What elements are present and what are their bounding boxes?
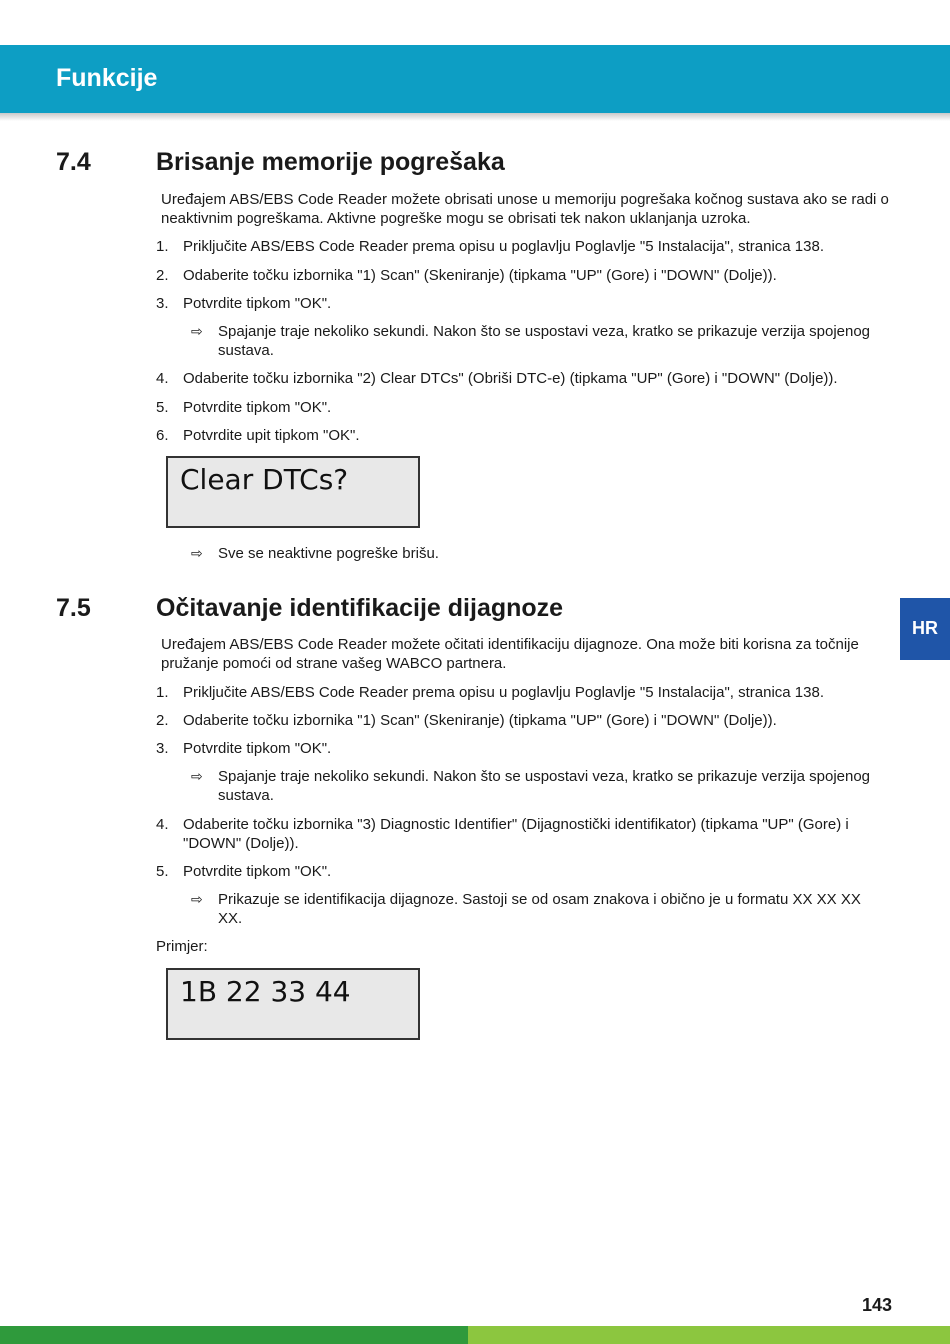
- section-number: 7.4: [56, 148, 91, 176]
- step-number: 6.: [156, 427, 169, 444]
- arrow-right-outline-icon: ⇨: [191, 891, 203, 907]
- display-text: Clear DTCs?: [180, 463, 349, 496]
- step-number: 4.: [156, 816, 169, 833]
- result-text: Prikazuje se identifikacija dijagnoze. Sastoji se od osam znakova i obično je u formatu XX XX XX XX.: [218, 891, 861, 927]
- arrow-right-outline-icon: ⇨: [191, 768, 203, 784]
- step-number: 4.: [156, 370, 169, 387]
- header-shadow: [0, 113, 950, 121]
- arrow-right-outline-icon: ⇨: [191, 545, 203, 561]
- step-text: Potvrdite tipkom "OK".: [183, 740, 332, 757]
- step-text: Potvrdite tipkom "OK".: [183, 399, 332, 416]
- chapter-title: Funkcije: [56, 64, 158, 92]
- section-title: Brisanje memorije pogrešaka: [156, 148, 505, 176]
- step-text: Odaberite točku izbornika "1) Scan" (Skeniranje) (tipkama "UP" (Gore) i "DOWN" (Dolje)).: [183, 267, 777, 284]
- section-title: Očitavanje identifikacije dijagnoze: [156, 594, 564, 622]
- step-text: Priključite ABS/EBS Code Reader prema opisu u poglavlju Poglavlje "5 Instalacija", stranica 138.: [183, 684, 824, 701]
- result-text: Spajanje traje nekoliko sekundi. Nakon što se uspostavi veza, kratko se prikazuje verzija spojenog sustava.: [218, 768, 871, 804]
- arrow-right-outline-icon: ⇨: [191, 323, 203, 339]
- step-number: 3.: [156, 740, 169, 757]
- device-display: [166, 456, 420, 528]
- footer-bar-dark: [0, 1326, 468, 1344]
- display-text: 1B 22 33 44: [180, 975, 351, 1008]
- language-tab: [900, 598, 950, 660]
- step-text: Potvrdite tipkom "OK".: [183, 863, 332, 880]
- step-text: Odaberite točku izbornika "2) Clear DTCs" (Obriši DTC-e) (tipkama "UP" (Gore) i "DOWN" (Dolje)).: [183, 370, 838, 387]
- section-intro: Uređajem ABS/EBS Code Reader možete očitati identifikaciju dijagnoze. Ona može biti korisna za točnije pružanje pomoći od strane vašeg WABCO partnera.: [161, 636, 859, 672]
- step-text: Potvrdite upit tipkom "OK".: [183, 427, 360, 444]
- example-label: Primjer:: [156, 938, 208, 955]
- step-text: Odaberite točku izbornika "3) Diagnostic Identifier" (Dijagnostički identifikator) (tipkama "UP" (Gore) i "DOWN" (Dolje)).: [183, 816, 849, 852]
- result-text: Spajanje traje nekoliko sekundi. Nakon što se uspostavi veza, kratko se prikazuje verzija spojenog sustava.: [218, 323, 871, 359]
- step-number: 1.: [156, 238, 169, 255]
- footer-bar-light: [468, 1326, 950, 1344]
- step-number: 5.: [156, 863, 169, 880]
- step-text: Odaberite točku izbornika "1) Scan" (Skeniranje) (tipkama "UP" (Gore) i "DOWN" (Dolje)).: [183, 712, 777, 729]
- section-intro: Uređajem ABS/EBS Code Reader možete obrisati unose u memoriju pogrešaka kočnog sustava ako se radi o neaktivnim pogreškama. Aktivne pogreške mogu se obrisati tek nakon uklanjanja uzroka.: [161, 191, 889, 227]
- step-number: 3.: [156, 295, 169, 312]
- page-number: 143: [861, 1295, 892, 1315]
- section-number: 7.5: [56, 594, 91, 622]
- step-number: 5.: [156, 399, 169, 416]
- step-text: Priključite ABS/EBS Code Reader prema opisu u poglavlju Poglavlje "5 Instalacija", stranica 138.: [183, 238, 824, 255]
- language-tab-label: HR: [912, 618, 938, 638]
- step-number: 2.: [156, 267, 169, 284]
- step-number: 2.: [156, 712, 169, 729]
- step-number: 1.: [156, 684, 169, 701]
- step-text: Potvrdite tipkom "OK".: [183, 295, 332, 312]
- result-text: Sve se neaktivne pogreške brišu.: [218, 545, 439, 562]
- device-display: [166, 968, 420, 1040]
